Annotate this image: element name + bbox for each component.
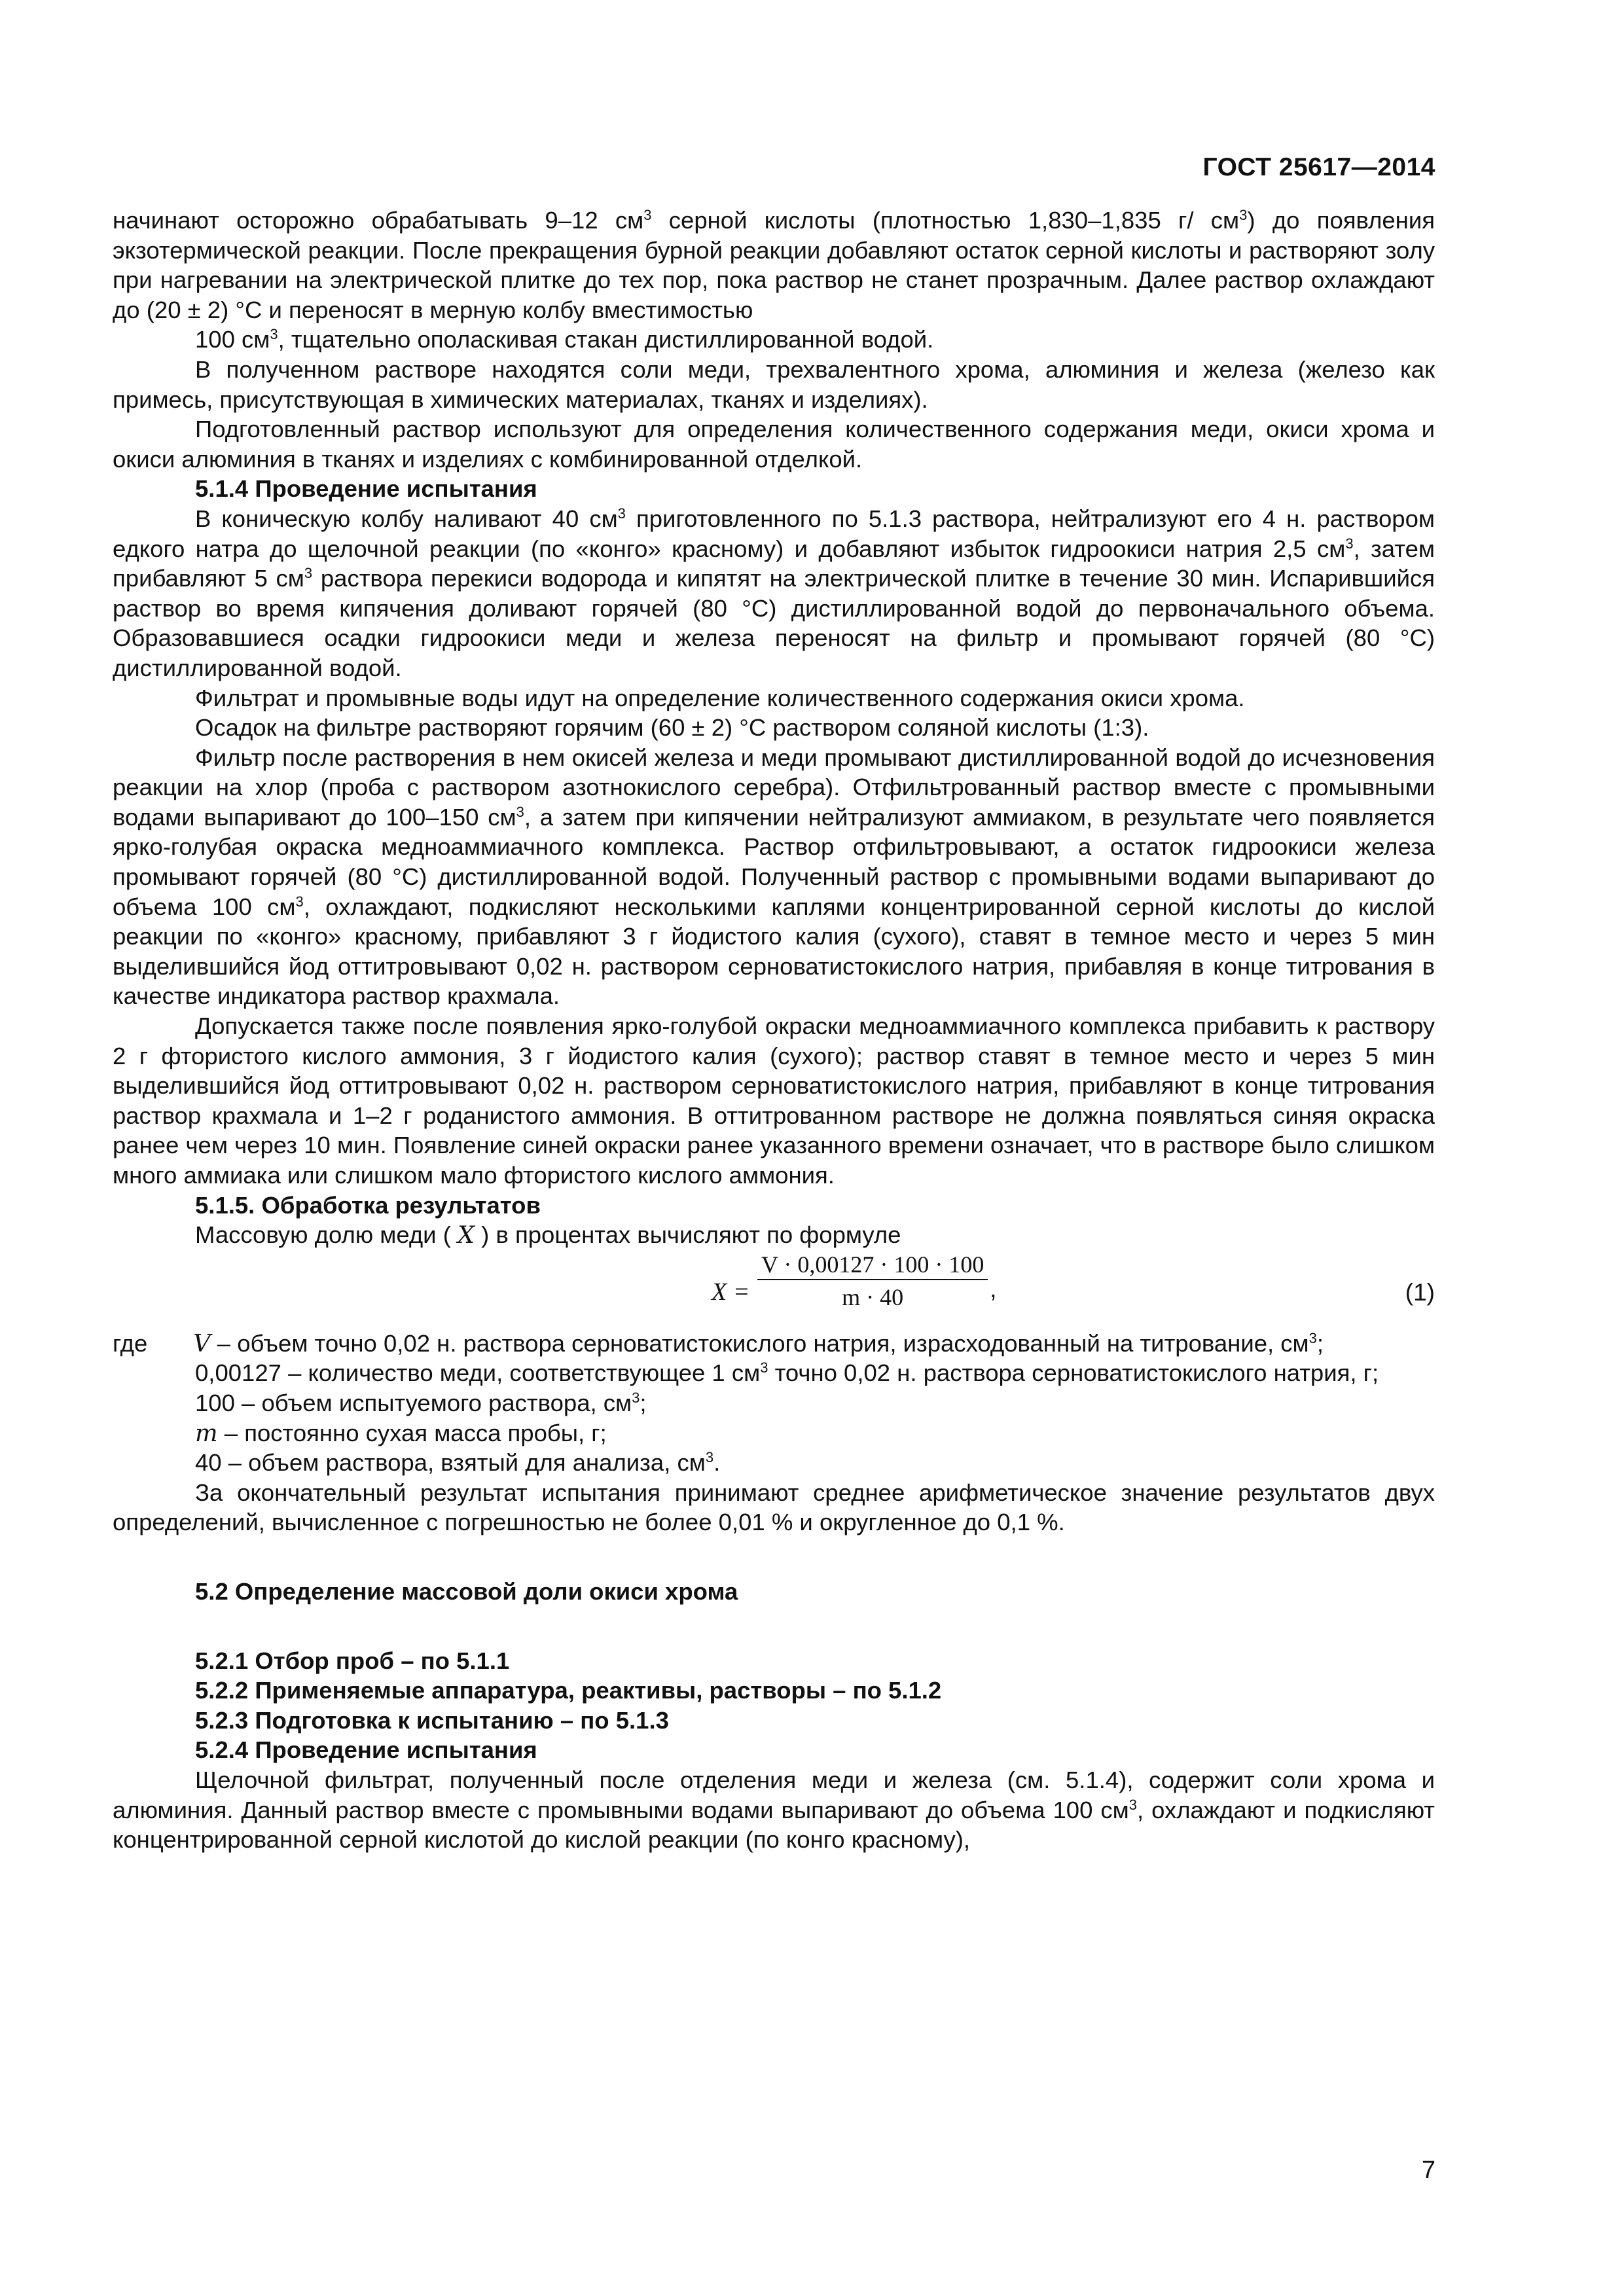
- subsection-heading: 5.2.2 Применяемые аппаратура, реактивы, растворы – по 5.1.2: [195, 1677, 942, 1704]
- subsection-heading: 5.2.4 Проведение испытания: [195, 1736, 537, 1764]
- section-heading: 5.1.4 Проведение испытания: [195, 475, 537, 503]
- formula-numerator: V · 0,00127 · 100 · 100: [757, 1250, 988, 1280]
- paragraph: Массовую долю меди ( X ) в процентах вычисляют по формуле: [195, 1221, 901, 1249]
- definition-coef: 0,00127 – количество меди, соответствующее 1 $см^3$ точно 0,02 н. раствора серноватистокислого натрия, г;: [195, 1359, 1379, 1387]
- paragraph: 100 $см^3$, тщательно ополаскивая стакан дистиллированной водой.: [195, 326, 934, 353]
- paragraph: Допускается также после появления ярко-голубой окраски медноаммиачного комплекса прибавить к раствору 2 г фтористого кислого аммония, 3 г йодистого калия (сухого); раствор ставят в темное место и через 5 мин выделившийся йод оттитровывают 0,02 н. раствором серноватистокислого натрия, прибавляют в конце титрования раствор крахмала и 1–2 г роданистого аммония. В оттитрованном растворе не должна появляться синяя окраска ранее чем через 10 мин. Появление синей окраски ранее указанного времени означает, что в растворе было слишком много аммиака или слишком мало фтористого кислого аммония.: [113, 1013, 1435, 1189]
- paragraph: Щелочной фильтрат, полученный после отделения меди и железа (см. 5.1.4), содержит соли хрома и алюминия. Данный раствор вместе с промывными водами выпаривают до объема 100 $см^3$, охлаждают и подкисляют концентрированной серной кислотой до кислой реакции (по конго красному),: [113, 1766, 1435, 1854]
- paragraph: начинают осторожно обрабатывать 9–12 $см^3$ серной кислоты (плотностью 1,830–1,835 г/ $см^3$) до появления экзотермической реакции. После прекращения бурной реакции добавляют остаток серной кислоты и растворяют золу при нагревании на электрической плитке до тех пор, пока раствор не станет прозрачным. Далее раствор охлаждают до (20 ± 2) °С и переносят в мерную колбу вместимостью: [113, 206, 1435, 323]
- formula-number: (1): [1405, 1278, 1435, 1306]
- paragraph: За окончательный результат испытания принимают среднее арифметическое значение результатов двух определений, вычисленное с погрешностью не более 0,01 % и округленное до 0,1 %.: [113, 1479, 1435, 1536]
- subsection-heading: 5.2.1 Отбор проб – по 5.1.1: [195, 1647, 510, 1674]
- paragraph: Подготовленный раствор используют для определения количественного содержания меди, окиси хрома и окиси алюминия в тканях и изделиях с комбинированной отделкой.: [113, 416, 1435, 473]
- document-body: [113, 206, 1435, 1855]
- paragraph: Фильтр после растворения в нем окисей железа и меди промывают дистиллированной водой до исчезновения реакции на хлор (проба с раствором азотнокислого серебра). Отфильтрованный раствор вместе с промывными водами выпаривают до 100–150 $см^3$, а затем при кипячении нейтрализуют аммиаком, в результате чего появляется ярко-голубая окраска медноаммиачного комплекса. Раствор отфильтровывают, а остаток гидроокиси железа промывают горячей (80 °С) дистиллированной водой. Полученный раствор с промывными водами выпаривают до объема 100 $см^3$, охлаждают, подкисляют несколькими каплями концентрированной серной кислоты до кислой реакции по «конго» красному, прибавляют 3 г йодистого калия (сухого), ставят в темное место и через 5 мин выделившийся йод оттитровывают 0,02 н. раствором серноватистокислого натрия, прибавляя в конце титрования в качестве индикатора раствор крахмала.: [113, 744, 1435, 1010]
- paragraph: Осадок на фильтре растворяют горячим (60 ± 2) °С раствором соляной кислоты (1:3).: [195, 714, 1149, 742]
- paragraph: Фильтрат и промывные воды идут на определение количественного содержания окиси хрома.: [195, 684, 1245, 711]
- definition-40: 40 – объем раствора, взятый для анализа, $см^3$.: [195, 1449, 721, 1477]
- section-heading: 5.1.5. Обработка результатов: [195, 1191, 541, 1219]
- formula-denominator: m · 40: [842, 1283, 904, 1310]
- definition-100: 100 – объем испытуемого раствора, $см^3$;: [195, 1389, 647, 1416]
- formula-comma: ,: [990, 1275, 997, 1303]
- paragraph: В полученном растворе находятся соли меди, трехвалентного хрома, алюминия и железа (железо как примесь, присутствующая в химических материалах, тканях и изделиях).: [113, 355, 1435, 413]
- definition-v: где V – объем точно 0,02 н. раствора серноватистокислого натрия, израсходованный на титрование, $см^3$;: [113, 1329, 1324, 1357]
- paragraph: В коническую колбу наливают 40 $см^3$ приготовленного по 5.1.3 раствора, нейтрализуют его 4 н. раствором едкого натра до щелочной реакции (по «конго» красному) и добавляют избыток гидроокиси натрия 2,5 $см^3$, затем прибавляют 5 $см^3$ раствора перекиси водорода и кипятят на электрической плитке в течение 30 мин. Испарившийся раствор во время кипячения доливают горячей (80 °С) дистиллированной водой до первоначального объема. Образовавшиеся осадки гидроокиси меди и железа переносят на фильтр и промывают горячей (80 °С) дистиллированной водой.: [113, 505, 1435, 681]
- section-heading: 5.2 Определение массовой доли окиси хрома: [195, 1577, 738, 1605]
- formula-fraction: [757, 1250, 988, 1312]
- definition-m: m – постоянно сухая масса пробы, г;: [195, 1418, 607, 1447]
- doc-code-header: ГОСТ 25617—2014: [1202, 153, 1435, 181]
- subsection-heading: 5.2.3 Подготовка к испытанию – по 5.1.3: [195, 1706, 669, 1734]
- formula-1: [113, 1250, 1435, 1329]
- page-number: 7: [1421, 2157, 1435, 2184]
- formula-lhs: X =: [712, 1278, 750, 1306]
